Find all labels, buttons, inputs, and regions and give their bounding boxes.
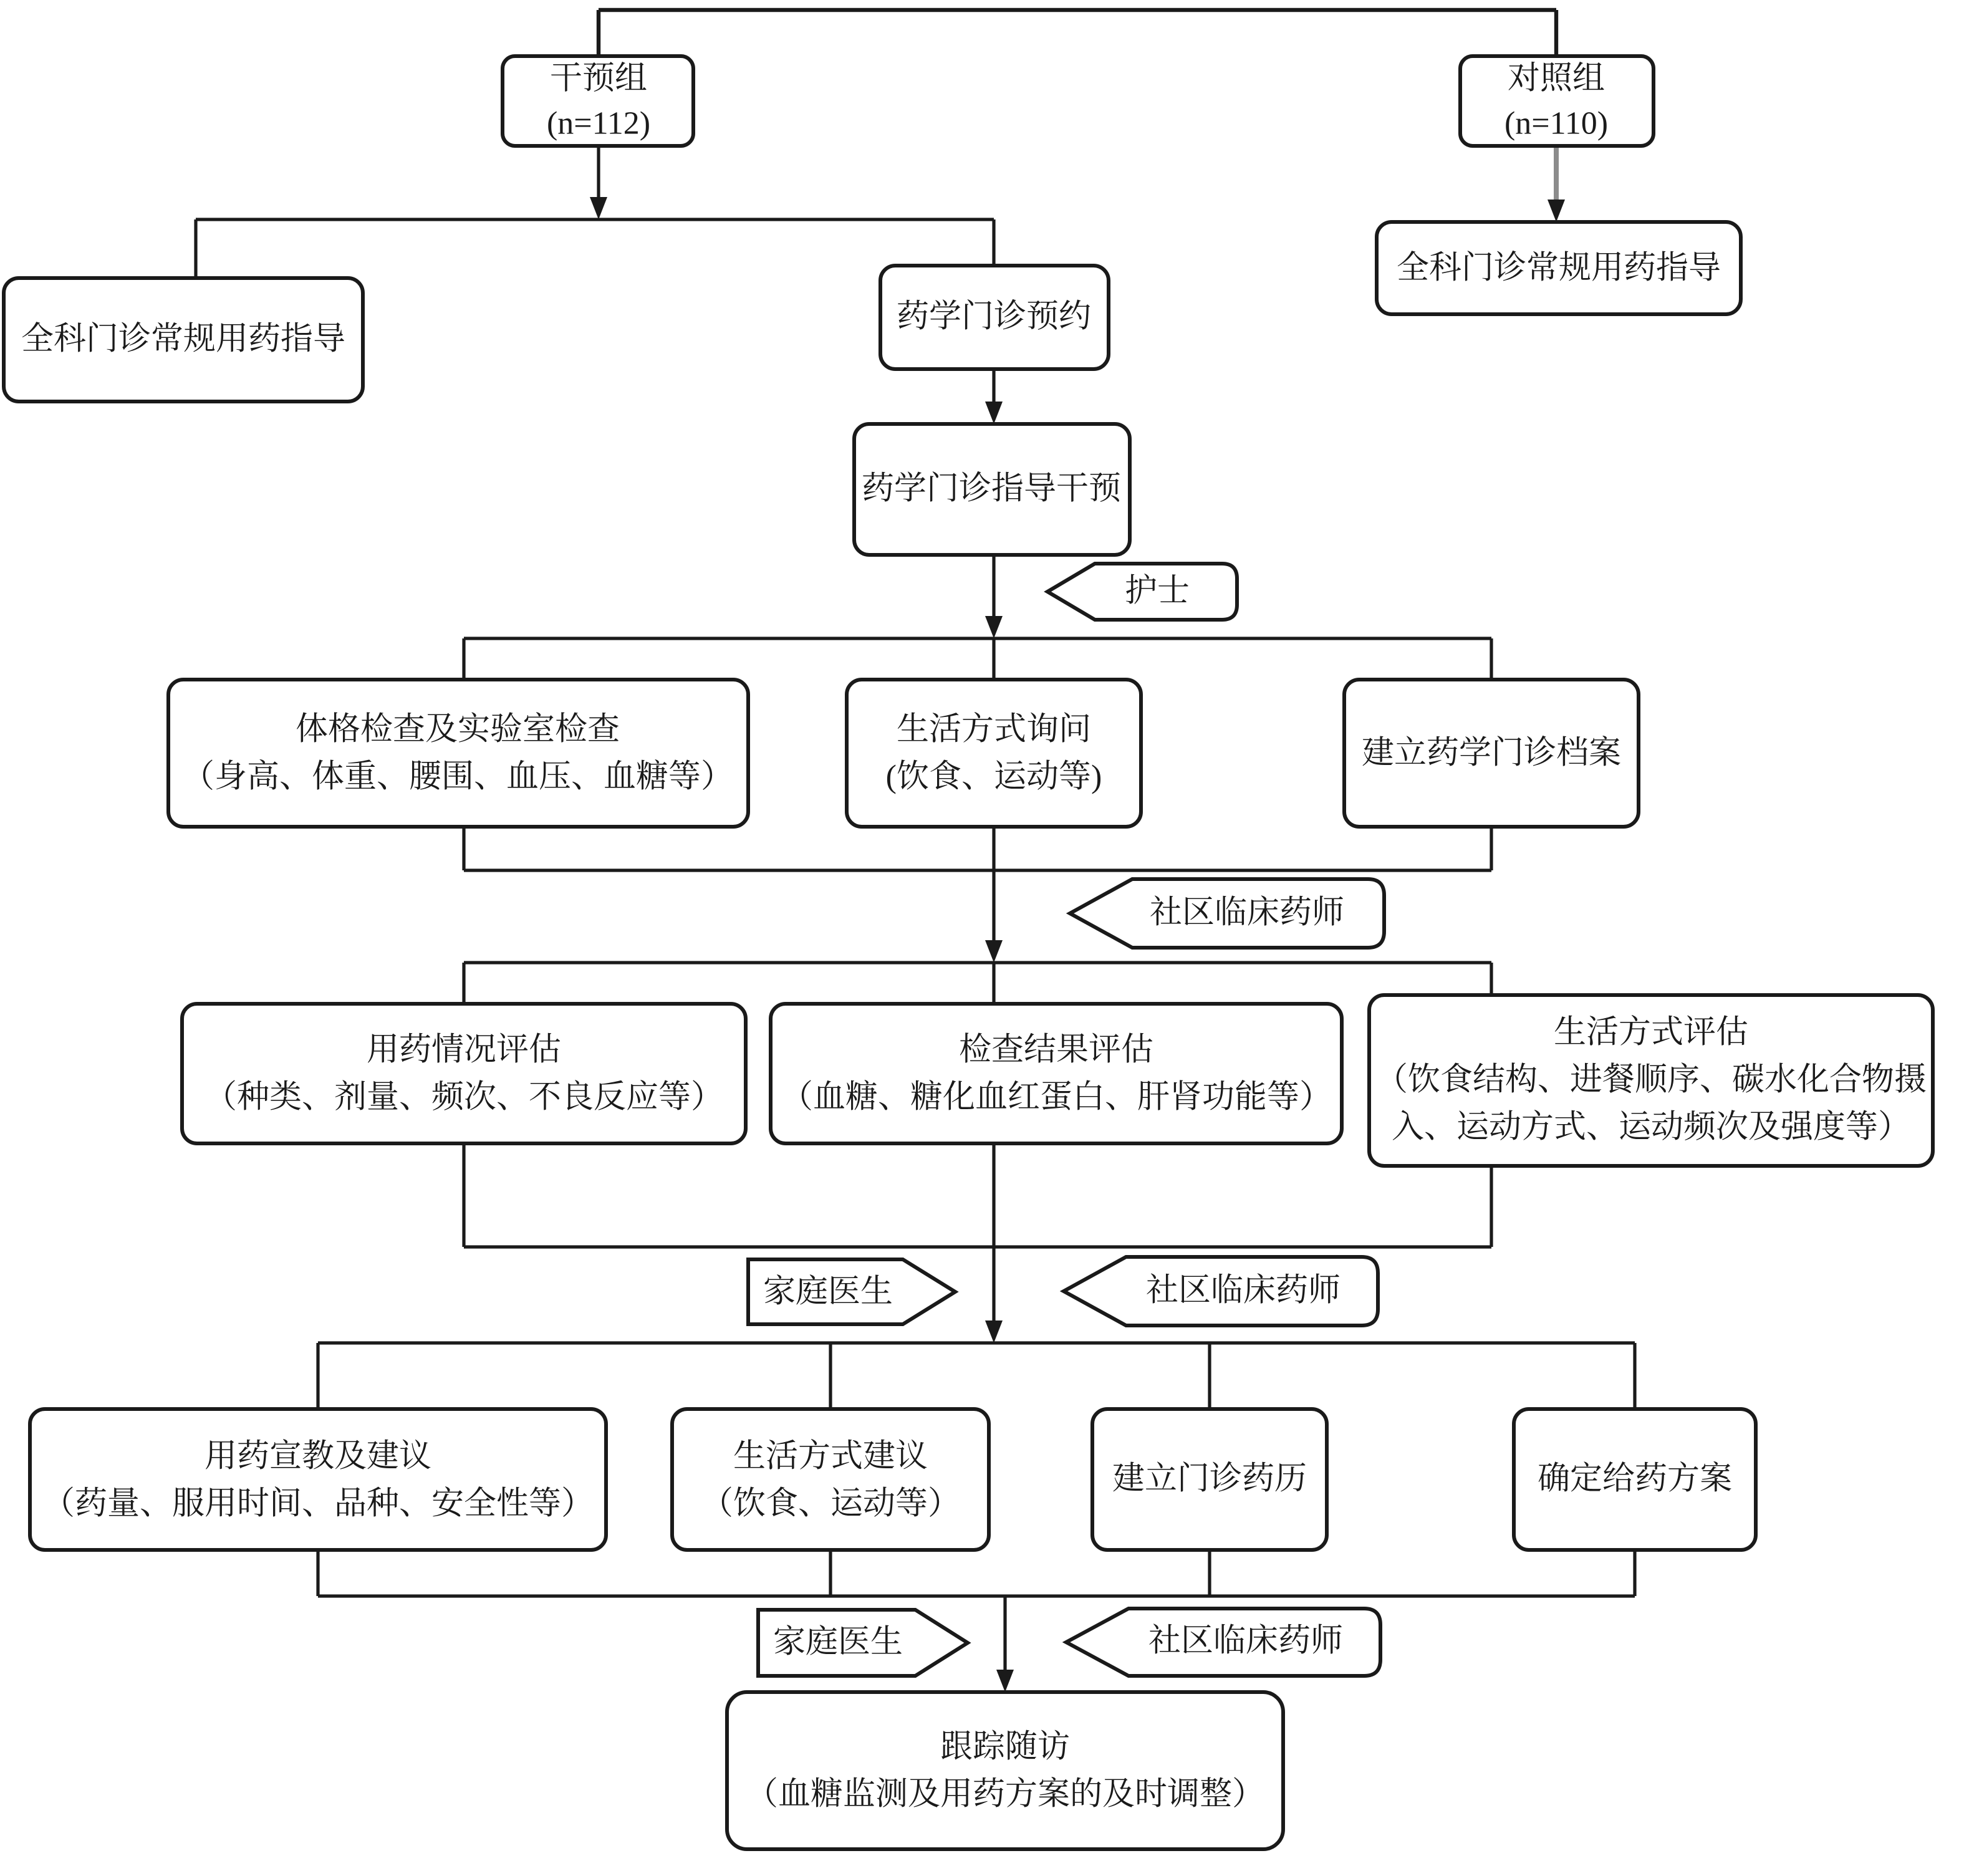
node-pharmacy-intervention-line1: 药学门诊指导干预 xyxy=(861,471,1122,507)
node-lifestyle-assessment-line3: 入、运动方式、运动频次及强度等） xyxy=(1391,1109,1911,1145)
pointer-pharmacist-1-label: 社区临床药师 xyxy=(1149,895,1345,931)
node-follow-up xyxy=(727,1692,1283,1849)
node-test-result-assessment-line2: （血糖、糖化血红蛋白、肝肾功能等） xyxy=(780,1079,1332,1115)
pointer-family-doctor-2-label: 家庭医生 xyxy=(773,1624,903,1660)
arrowhead-dist3 xyxy=(985,1320,1003,1343)
node-lifestyle-inquiry-line2: (饮食、运动等) xyxy=(885,759,1102,795)
node-follow-up-line2: （血糖监测及用药方案的及时调整） xyxy=(745,1776,1265,1812)
node-create-pharmacy-file-line1: 建立药学门诊档案 xyxy=(1361,735,1622,771)
node-medication-education-line1: 用药宣教及建议 xyxy=(204,1438,432,1474)
arrowhead-dist1 xyxy=(985,616,1003,638)
node-lifestyle-advice-line2: （饮食、运动等） xyxy=(700,1486,961,1522)
node-lifestyle-inquiry xyxy=(847,680,1141,827)
pointer-pharmacist-2-label: 社区临床药师 xyxy=(1145,1272,1341,1309)
node-lifestyle-assessment-line1: 生活方式评估 xyxy=(1553,1014,1749,1051)
node-medication-education-line2: （药量、服用时间、品种、安全性等） xyxy=(42,1486,594,1522)
arrowhead-control xyxy=(1548,200,1565,222)
node-medication-education xyxy=(30,1409,606,1550)
node-follow-up-line1: 跟踪随访 xyxy=(940,1729,1071,1765)
node-pharmacy-appointment-line1: 药学门诊预约 xyxy=(896,299,1092,335)
node-control-group-line2: (n=110) xyxy=(1504,105,1609,142)
node-create-outpatient-record-line1: 建立门诊药历 xyxy=(1112,1461,1307,1497)
node-lifestyle-inquiry-line1: 生活方式询问 xyxy=(896,711,1092,748)
node-medication-assessment-line2: （种类、剂量、频次、不良反应等） xyxy=(204,1079,724,1115)
node-physical-lab-exam-line1: 体格检查及实验室检查 xyxy=(295,711,620,748)
pointer-nurse-label: 护士 xyxy=(1124,573,1190,609)
node-gp-guidance-left-line1: 全科门诊常规用药指导 xyxy=(21,321,346,357)
node-lifestyle-advice-line1: 生活方式建议 xyxy=(733,1438,928,1474)
node-lifestyle-assessment-line2: （饮食结构、进餐顺序、碳水化合物摄 xyxy=(1375,1062,1927,1098)
node-medication-assessment-line1: 用药情况评估 xyxy=(366,1032,562,1068)
node-lifestyle-advice xyxy=(672,1409,989,1550)
nodes xyxy=(4,56,1933,1849)
node-intervention-group-line1: 干预组 xyxy=(549,60,648,97)
node-intervention-group-line2: (n=112) xyxy=(546,105,651,142)
arrowhead-followup xyxy=(996,1670,1014,1692)
node-medication-assessment xyxy=(182,1004,746,1143)
node-physical-lab-exam xyxy=(168,680,748,827)
node-test-result-assessment xyxy=(771,1004,1342,1143)
node-gp-guidance-right-line1: 全科门诊常规用药指导 xyxy=(1396,250,1721,286)
arrowhead-intervention xyxy=(590,197,607,219)
arrowhead-appointment xyxy=(985,402,1003,424)
node-test-result-assessment-line1: 检查结果评估 xyxy=(958,1032,1154,1068)
arrowhead-dist2 xyxy=(985,940,1003,963)
pointer-pharmacist-3-label: 社区临床药师 xyxy=(1148,1623,1344,1659)
node-physical-lab-exam-line2: （身高、体重、腰围、血压、血糖等） xyxy=(181,759,734,795)
node-control-group-line1: 对照组 xyxy=(1507,60,1605,97)
pointer-family-doctor-1-label: 家庭医生 xyxy=(763,1274,893,1310)
node-determine-regimen-line1: 确定给药方案 xyxy=(1537,1461,1733,1497)
